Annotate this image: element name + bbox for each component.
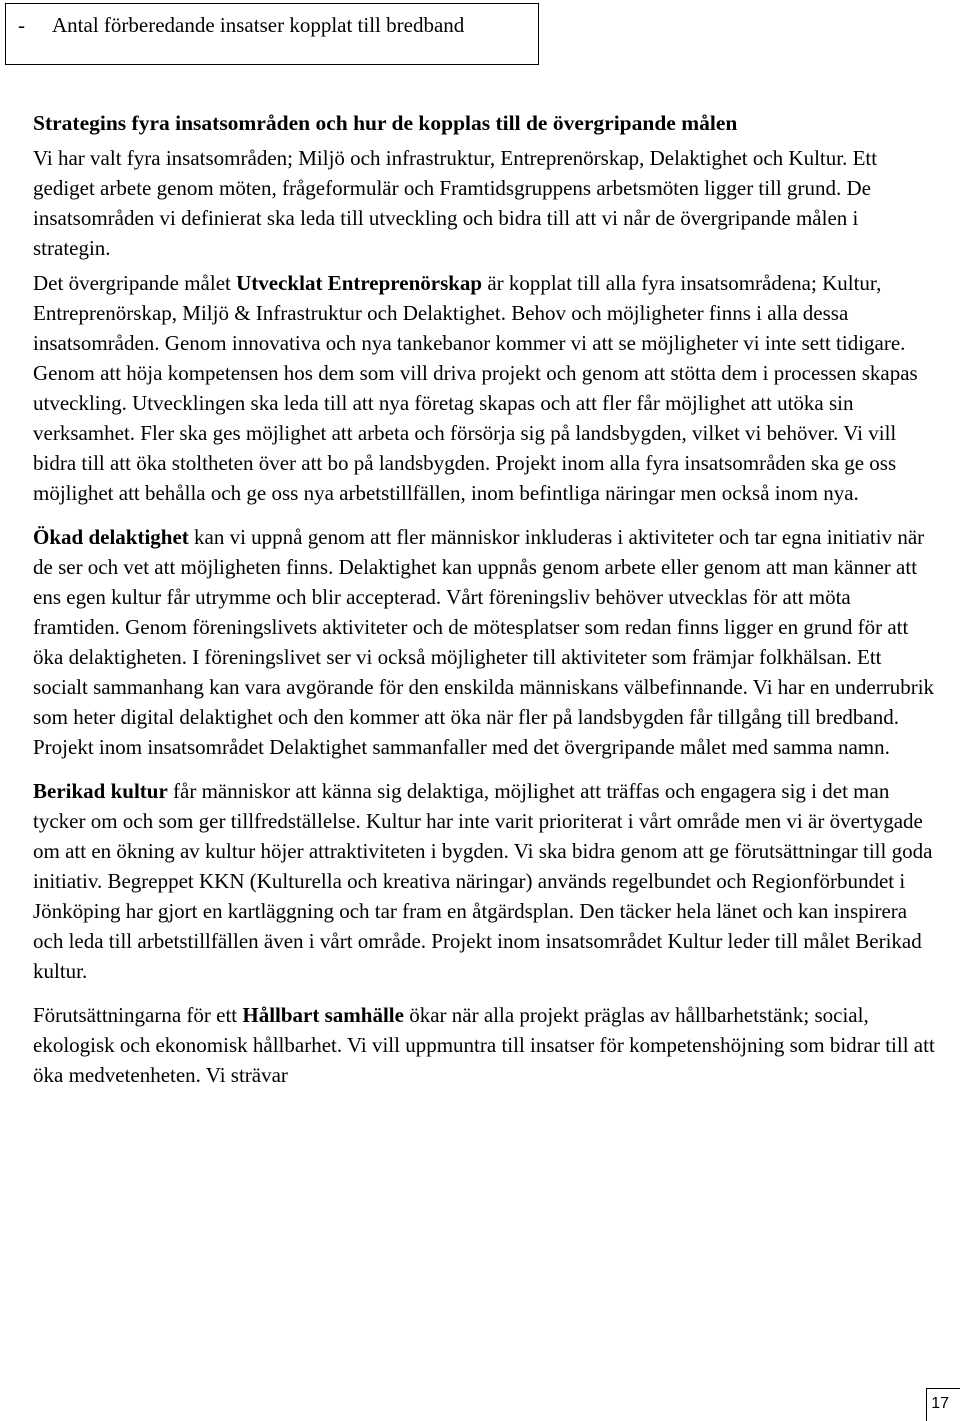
paragraph-sustainability [33,1000,938,1090]
paragraph-culture-bold: Berikad kultur [33,779,168,803]
paragraph-sustainability-post: ökar när alla projekt präglas av hållbarhetstänk; social, ekologisk och ekonomisk hållbarhet. Vi vill uppmuntra till insatser för kompetenshöjning som bidrar till att öka medvetenheten. Vi strävar [33,1003,935,1087]
paragraph-sustainability-bold: Hållbart samhälle [242,1003,404,1027]
list-dash: - [18,13,25,37]
section-heading: Strategins fyra insatsområden och hur de kopplas till de övergripande målen [33,111,738,135]
document-body [33,108,938,1090]
paragraph-sustainability-pre: Förutsättningarna för ett [33,1003,243,1027]
paragraph-entrepreneurship-pre: Det övergripande målet [33,271,237,295]
paragraph-culture-post: får människor att känna sig delaktiga, möjlighet att träffas och engagera sig i det man tycker om och som ger tillfredställelse. Kultur har inte varit prioriterat i vårt område men vi är övertygade om att en ökning av kultur höjer attraktiviteten i bygden. Vi ska bidra genom att ge förutsättningar till goda initiativ. Begreppet KKN (Kulturella och kreativa näringar) används regelbundet och Regionförbundet i Jönköping har gjort en kartläggning och tar fram en åtgärdsplan. Den täcker hela länet och kan inspirera och leda till arbetstillfällen även i vårt område. Projekt inom insatsområdet Kultur leder till målet Berikad kultur. [33,779,933,983]
paragraph-entrepreneurship-bold: Utvecklat Entreprenörskap [236,271,483,295]
paragraph-participation [33,522,938,762]
indicator-item: Antal förberedande insatser kopplat till bredband [52,13,465,37]
page-number: 17 [931,1395,949,1412]
paragraph-entrepreneurship-post: är kopplat till alla fyra insatsområdena; Kultur, Entreprenörskap, Miljö & Infrastruktur och Delaktighet. Behov och möjligheter finns i alla dessa insatsområden. Genom innovativa och nya tankebanor kommer vi att se möjligheter vi inte sett tidigare. Genom att höja kompetensen hos dem som vill driva projekt och genom att stötta dem i processen skapas utveckling. Utvecklingen ska leda till att nya företag skapas och att fler får möjlighet att utöka sin verksamhet. Fler ska ges möjlighet att arbeta och försörja sig på landsbygden, vilket vi behöver. Vi vill bidra till att öka stoltheten över att bo på landsbygden. Projekt inom alla fyra insatsområden ska ge oss möjlighet att behålla och ge oss nya arbetstillfällen, inom befintliga näringar men också inom nya. [33,271,918,505]
paragraph-participation-bold: Ökad delaktighet [33,525,189,549]
paragraph-culture [33,776,938,986]
paragraph-entrepreneurship [33,268,938,508]
paragraph-intro: Vi har valt fyra insatsområden; Miljö och infrastruktur, Entreprenörskap, Delaktighet och Kultur. Ett gediget arbete genom möten, frågeformulär och Framtidsgruppens arbetsmöten ligger till grund. De insatsområden vi definierat ska leda till utveckling och bidra till att vi når de övergripande målen i strategin. [33,146,878,260]
indicator-table [5,3,539,65]
paragraph-participation-post: kan vi uppnå genom att fler människor inkluderas i aktiviteter och tar egna initiativ när de ser och vet att möjligheten finns. Delaktighet kan uppnås genom arbete eller genom att man känner att ens egen kultur får utrymme och blir accepterad. Vårt föreningsliv behöver utvecklas för att möta framtiden. Genom föreningslivets aktiviteter och de mötesplatser som redan finns ligger en grund för att öka delaktigheten. I föreningslivet ser vi också möjligheter till aktiviteter som främjar folkhälsan. Ett socialt sammanhang kan vara avgörande för den enskilda människans välbefinnande. Vi har en underrubrik som heter digital delaktighet och den kommer att öka när fler på landsbygden får tillgång till bredband. Projekt inom insatsområdet Delaktighet sammanfaller med det övergripande målet med samma namn. [33,525,935,759]
